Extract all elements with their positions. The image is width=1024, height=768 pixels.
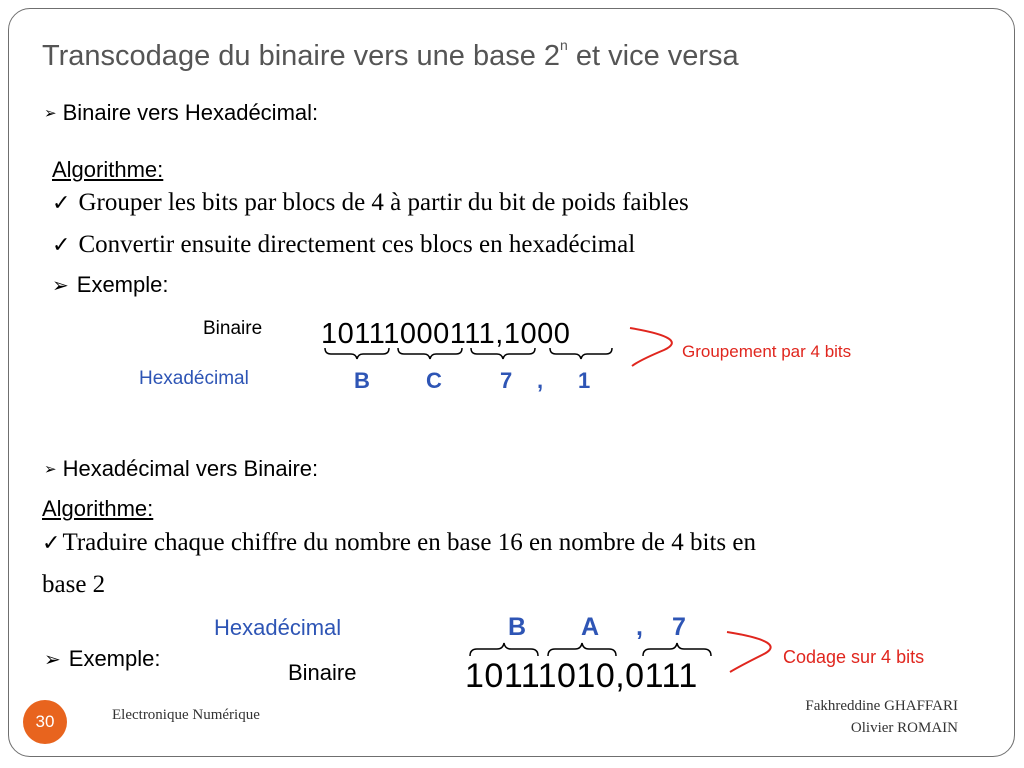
brace-fig1-2: [398, 348, 462, 359]
fig1-binary-label: Binaire: [203, 318, 263, 339]
fig2-digit: ,: [636, 613, 643, 641]
brace-fig1-3: [471, 348, 535, 359]
fig1-digit: 7: [500, 368, 513, 393]
brace-fig1-1: [325, 348, 389, 359]
fig1-bits: 10111000111,1000: [321, 318, 571, 350]
fig1-digit: 1: [578, 368, 591, 393]
section2-example-label: ➢ Exemple:: [44, 646, 161, 671]
section1-step-2: ✓ Convertir ensuite directement ces blocs en hexadécimal: [52, 231, 636, 258]
footer-course: Electronique Numérique: [112, 707, 260, 723]
section1-example-label: ➢ Exemple:: [52, 272, 169, 297]
fig1-digit: B: [354, 368, 370, 393]
section2-algo-label: Algorithme:: [42, 496, 154, 521]
brace-fig2-1: [470, 643, 538, 656]
fig2-hex-label: Hexadécimal: [214, 615, 342, 640]
arrow-bullet-icon: ➢: [52, 275, 69, 297]
section2-step-line2: base 2: [42, 571, 106, 598]
section2-heading: ➢ Hexadécimal vers Binaire:: [44, 456, 319, 481]
fig1-digit: C: [426, 368, 442, 393]
arrow-bullet-icon: ➢: [44, 649, 61, 671]
arrow-bullet-icon: ➢: [44, 105, 57, 122]
arrow-bullet-icon: ➢: [44, 461, 57, 478]
fig2-red-angle: [727, 632, 771, 672]
fig1-note: Groupement par 4 bits: [682, 342, 852, 361]
check-icon: ✓: [42, 531, 61, 556]
section1-heading: ➢ Binaire vers Hexadécimal:: [44, 100, 319, 125]
footer-author-2: Olivier ROMAIN: [850, 720, 958, 736]
section2-step-line1: ✓Traduire chaque chiffre du nombre en base 16 en nombre de 4 bits en: [42, 529, 756, 556]
brace-fig2-3: [643, 643, 711, 656]
section1-algo-label: Algorithme:: [52, 157, 164, 182]
fig1-red-angle: [630, 328, 672, 366]
fig2-digit: B: [508, 613, 527, 641]
check-icon: ✓: [52, 191, 71, 216]
fig1-braces: [325, 348, 612, 359]
fig2-digit: 7: [672, 613, 686, 641]
fig2-braces: [470, 643, 711, 656]
slide-title: Transcodage du binaire vers une base 2$^n$ et vice versa: [42, 37, 739, 72]
section1-step-1: ✓ Grouper les bits par blocs de 4 à partir du bit de poids faibles: [52, 189, 689, 216]
footer-author-1: Fakhreddine GHAFFARI: [805, 698, 958, 714]
check-icon: ✓: [52, 233, 71, 258]
page-number-badge: 30: [23, 700, 67, 744]
fig2-digit: A: [581, 613, 600, 641]
fig2-bits: 10111010,0111: [465, 657, 698, 695]
fig1-hex-label: Hexadécimal: [139, 368, 249, 389]
fig2-note: Codage sur 4 bits: [783, 647, 925, 667]
fig1-digit: ,: [537, 368, 544, 393]
brace-fig1-4: [550, 348, 612, 359]
fig2-binary-label: Binaire: [288, 660, 357, 685]
brace-fig2-2: [548, 643, 616, 656]
